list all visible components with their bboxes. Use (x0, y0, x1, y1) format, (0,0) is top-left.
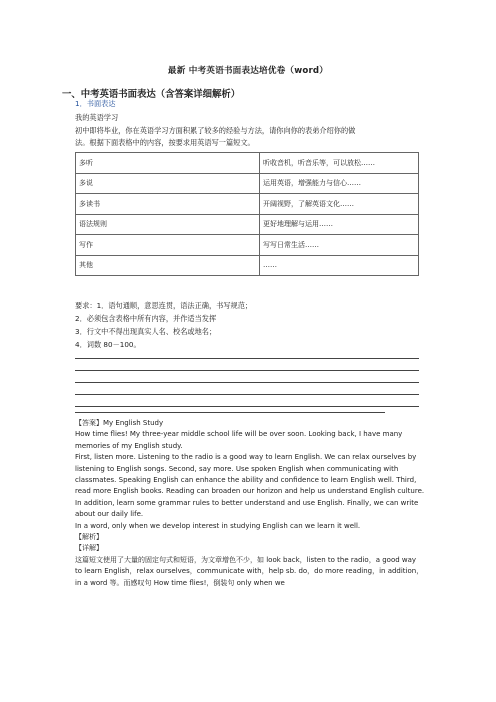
answer-blank-line (75, 382, 419, 383)
table-row (76, 173, 419, 194)
table-row (76, 153, 419, 174)
table-cell-topic: 多说 (76, 173, 260, 194)
section-heading: 一、中考英语书面表达（含答案详细解析） (62, 89, 241, 100)
answer-blank-line (75, 412, 385, 413)
answer-paragraph: How time flies! My three-year middle school life will be over soon. Looking back, I have many memories of my English study. (75, 430, 403, 450)
table-cell-detail: 听收音机，听音乐等，可以放松…… (260, 153, 419, 174)
table-cell-topic: 多听 (76, 153, 260, 174)
table-row (76, 214, 419, 235)
instruction-line-1: 初中即将毕业，你在英语学习方面积累了较多的经验与方法，请你向你的表弟介绍你的做 (75, 126, 356, 135)
requirement-line: 3．行文中不得出现真实人名、校名或地名； (75, 327, 217, 336)
requirement-line: 要求：1．语句通顺，意思连贯，语法正确，书写规范； (75, 301, 253, 310)
answer-section (75, 418, 425, 589)
requirement-line: 4．词数 80－100。 (75, 340, 141, 349)
answer-blank-line (75, 394, 419, 395)
detail-label: 【详解】 (75, 544, 103, 553)
answer-paragraph: First, listen more. Listening to the radio is a good way to learn English. We can relax ourselves by listening to English songs. Second, say more. Use spoken English when communicating with classmates. Speaking English can enhance the ability and confidence to learn English well. Third, read more English books. Reading can broaden our horizon and help us understand English culture. In addition, learn some grammar rules to better understand and use English. Finally, we can write about our daily life. (75, 453, 425, 519)
requirements-table (75, 152, 419, 276)
answer-blank-line (75, 358, 419, 359)
answer-blank-line (75, 370, 419, 371)
essay-subtitle: 我的英语学习 (75, 113, 119, 122)
analysis-paragraph: 这篇短文使用了大量的固定句式和短语，为文章增色不少，如 look back，listen to the radio，a good way to learn English，relax ourselves，communicate with，help sb. do，do more reading，in addition，in a word 等。而感叹句 How time flies!，倒装句 only when we (75, 555, 424, 587)
answer-heading: 【答案】My English Study (75, 419, 164, 427)
table-cell-detail: …… (260, 255, 419, 276)
document-title: 最新 中考英语书面表达培优卷（word） (167, 66, 329, 76)
table-cell-topic: 其他 (76, 255, 260, 276)
table-row (76, 255, 419, 276)
answer-paragraph: In a word, only when we develop interest in studying English can we learn it well. (75, 521, 361, 530)
table-cell-topic: 多读书 (76, 194, 260, 215)
table-row (76, 194, 419, 215)
table-cell-detail: 写写日常生活…… (260, 235, 419, 256)
requirement-line: 2．必须包含表格中所有内容，并作适当发挥 (75, 314, 217, 323)
table-cell-detail: 开阔视野，了解英语文化…… (260, 194, 419, 215)
answer-blank-line (75, 406, 419, 407)
analysis-label: 【解析】 (75, 533, 103, 542)
table-cell-topic: 语法规则 (76, 214, 260, 235)
table-cell-topic: 写作 (76, 235, 260, 256)
question-number: 1．书面表达 (75, 99, 116, 108)
table-row (76, 235, 419, 256)
table-cell-detail: 更好地理解与运用…… (260, 214, 419, 235)
table-cell-detail: 运用英语，增强能力与信心…… (260, 173, 419, 194)
instruction-line-2: 法。根据下面表格中的内容，按要求用英语写一篇短文。 (75, 138, 255, 147)
